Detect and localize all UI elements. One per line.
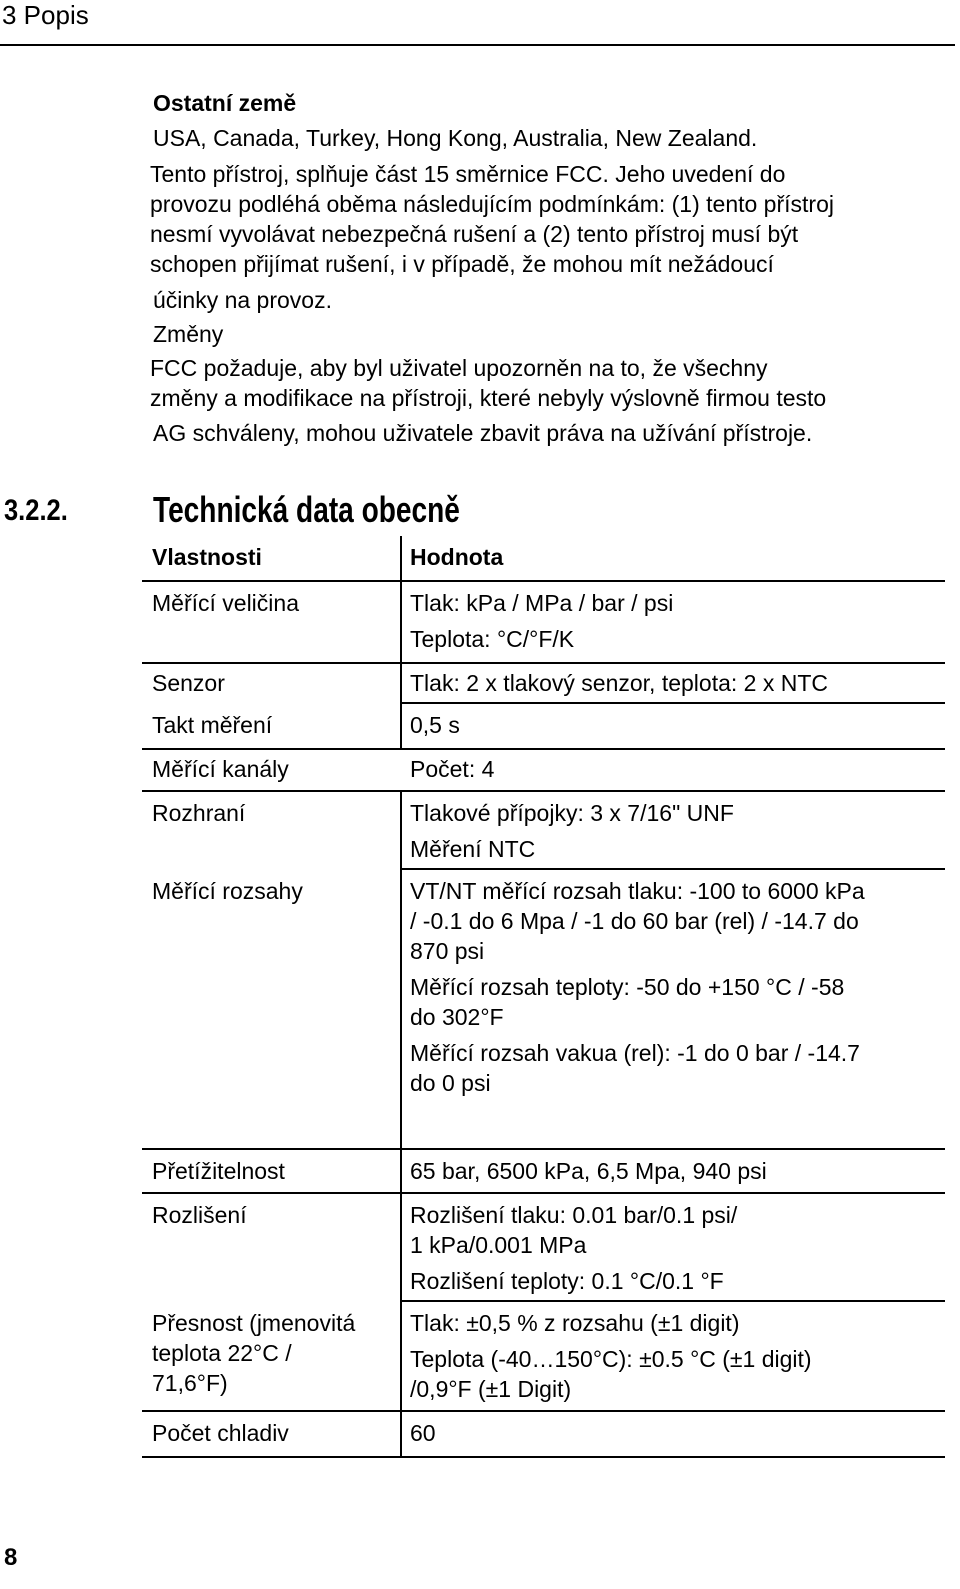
row-value: / -0.1 do 6 Mpa / -1 do 60 bar (rel) / -14.7 do xyxy=(410,908,859,934)
other-countries-heading: Ostatní země xyxy=(153,90,297,116)
row-property: Senzor xyxy=(152,670,225,696)
table-row xyxy=(142,870,945,1150)
row-value: 60 xyxy=(410,1420,436,1446)
table-row xyxy=(142,1194,945,1302)
row-value: VT/NT měřící rozsah tlaku: -100 to 6000 kPa xyxy=(410,878,865,904)
row-value: Měřící rozsah teploty: -50 do +150 °C / -58 xyxy=(410,974,845,1000)
table-row xyxy=(142,1150,945,1194)
row-value: Tlak: kPa / MPa / bar / psi xyxy=(410,590,674,616)
page-number: 8 xyxy=(4,1544,18,1571)
page-header xyxy=(0,0,955,46)
table-row xyxy=(142,704,945,750)
row-property: teplota 22°C / xyxy=(152,1340,292,1366)
table-header-row xyxy=(142,536,945,582)
row-property: Přesnost (jmenovitá xyxy=(152,1310,356,1336)
table-row xyxy=(142,582,945,664)
table-row xyxy=(142,750,945,792)
row-property: Měřící kanály xyxy=(152,756,289,782)
paragraph-line: schopen přijímat rušení, i v případě, že mohou mít nežádoucí xyxy=(150,251,774,277)
row-property: Rozlišení xyxy=(152,1202,247,1228)
section-number: 3.2.2. xyxy=(4,494,68,527)
paragraph-line: Tento přístroj, splňuje část 15 směrnice FCC. Jeho uvedení do xyxy=(150,161,786,187)
row-value: Tlakové přípojky: 3 x 7/16" UNF xyxy=(410,800,734,826)
paragraph-line: nesmí vyvolávat nebezpečná rušení a (2) tento přístroj musí být xyxy=(150,221,799,247)
table-row xyxy=(142,792,945,870)
row-value: 1 kPa/0.001 MPa xyxy=(410,1232,587,1258)
table-row xyxy=(142,1302,945,1412)
row-value: 0,5 s xyxy=(410,712,460,738)
changes-heading: Změny xyxy=(153,321,224,347)
table-row xyxy=(142,664,945,704)
row-value: Rozlišení teploty: 0.1 °C/0.1 °F xyxy=(410,1268,724,1294)
row-value: do 0 psi xyxy=(410,1070,491,1096)
paragraph-line: FCC požaduje, aby byl uživatel upozorněn na to, že všechny xyxy=(150,355,768,381)
row-value: Měřící rozsah vakua (rel): -1 do 0 bar / -14.7 xyxy=(410,1040,860,1066)
row-value: Tlak: ±0,5 % z rozsahu (±1 digit) xyxy=(410,1310,740,1336)
tech-data-table xyxy=(142,536,945,1458)
table-row xyxy=(142,1412,945,1458)
row-property: 71,6°F) xyxy=(152,1370,228,1396)
row-value: /0,9°F (±1 Digit) xyxy=(410,1376,572,1402)
row-value: 65 bar, 6500 kPa, 6,5 Mpa, 940 psi xyxy=(410,1158,767,1184)
section-title: Technická data obecně xyxy=(153,489,460,530)
row-property: Měřící rozsahy xyxy=(152,878,303,904)
paragraph-line: změny a modifikace na přístroji, které nebyly výslovně firmou testo xyxy=(150,385,827,411)
header-value: Hodnota xyxy=(410,544,504,570)
row-value: Počet: 4 xyxy=(410,756,495,782)
row-value: Tlak: 2 x tlakový senzor, teplota: 2 x NTC xyxy=(410,670,828,696)
paragraph-line: provozu podléhá oběma následujícím podmínkám: (1) tento přístroj xyxy=(150,191,834,217)
paragraph-line: AG schváleny, mohou uživatele zbavit práva na užívání přístroje. xyxy=(153,420,813,446)
row-property: Takt měření xyxy=(152,712,273,738)
header-property: Vlastnosti xyxy=(152,544,262,570)
row-value: Teplota: °C/°F/K xyxy=(410,626,575,652)
row-value: 870 psi xyxy=(410,938,485,964)
row-value: do 302°F xyxy=(410,1004,504,1030)
row-property: Měřící veličina xyxy=(152,590,299,616)
row-property: Počet chladiv xyxy=(152,1420,289,1446)
row-property: Rozhraní xyxy=(152,800,246,826)
row-value: Měření NTC xyxy=(410,836,536,862)
row-value: Rozlišení tlaku: 0.01 bar/0.1 psi/ xyxy=(410,1202,738,1228)
row-value: Teplota (-40…150°C): ±0.5 °C (±1 digit) xyxy=(410,1346,812,1372)
paragraph-line: účinky na provoz. xyxy=(153,287,332,313)
header-title: 3 Popis xyxy=(2,0,89,30)
intro-text xyxy=(150,88,945,448)
row-property: Přetížitelnost xyxy=(152,1158,285,1184)
paragraph-line: USA, Canada, Turkey, Hong Kong, Australia, New Zealand. xyxy=(153,125,758,151)
